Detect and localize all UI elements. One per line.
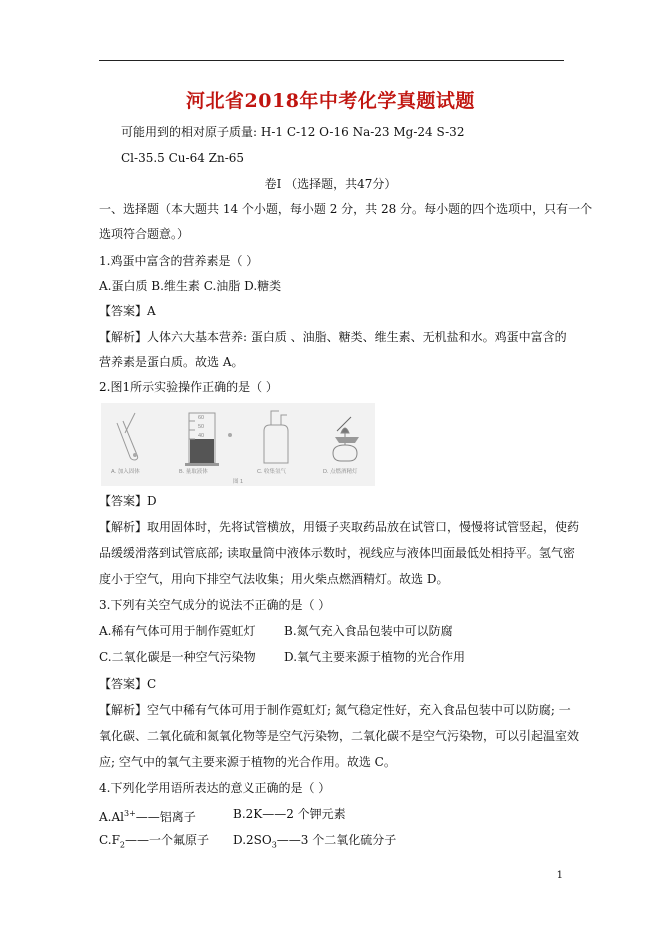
header-rule (99, 60, 564, 61)
q4-option-d-sub: 3 (271, 840, 277, 850)
figure-label-c: C. 收集氢气 (257, 469, 287, 475)
q2-answer: 【答案】D (99, 494, 157, 508)
q2-stem: 2.图1所示实验操作正确的是（ ） (99, 380, 278, 394)
instructions-line-2: 选项符合题意。） (99, 227, 190, 241)
q4-option-d-rest: ——3 个二氧化硫分子 (276, 833, 397, 847)
figure-c-gas-bottle-icon (264, 411, 288, 463)
figure-a-test-tube-icon (117, 413, 138, 460)
figure-label-d: D. 点燃酒精灯 (323, 469, 358, 475)
scale-mark-40: 40 (198, 433, 205, 439)
q4-stem: 4.下列化学用语所表达的意义正确的是（ ） (99, 781, 331, 795)
q4-option-a (99, 806, 196, 825)
q1-options: A.蛋白质 B.维生素 C.油脂 D.糖类 (99, 279, 282, 293)
q3-option-a: A.稀有气体可用于制作霓虹灯 (99, 624, 256, 638)
q4-option-d-base: D.2SO (233, 833, 272, 847)
q3-stem: 3.下列有关空气成分的说法不正确的是（ ） (99, 598, 331, 612)
figure-label-a: A. 加入固体 (111, 469, 140, 475)
q3-answer: 【答案】C (99, 677, 157, 691)
q4-option-d (233, 832, 396, 853)
q2-analysis-line-3: 度小于空气，用向下排空气法收集；用火柴点燃酒精灯。故选 D。 (99, 572, 449, 586)
page-number: 1 (556, 870, 563, 881)
q2-analysis-line-1: 【解析】取用固体时，先将试管横放，用镊子夹取药品放在试管口，慢慢将试管竖起，使药 (99, 520, 580, 534)
q1-analysis-line-2: 营养素是蛋白质。故选 A。 (99, 355, 244, 369)
page-title: 河北省2018年中考化学真题试题 (186, 90, 475, 112)
q4-option-c-rest: ——一个氟原子 (125, 833, 210, 847)
q1-answer: 【答案】A (99, 304, 156, 318)
section-title: 卷Ⅰ （选择题，共47分） (264, 177, 397, 191)
q1-stem: 1.鸡蛋中富含的营养素是（ ） (99, 254, 259, 268)
q3-option-d: D.氧气主要来源于植物的光合作用 (284, 650, 466, 664)
q4-option-a-sup: 3+ (123, 809, 136, 818)
q1-analysis-line-1: 【解析】人体六大基本营养: 蛋白质 、油脂、糖类、维生素、无机盐和水。鸡蛋中富含的 (99, 330, 567, 344)
instructions-line-1: 一、选择题（本大题共 14 个小题，每小题 2 分，共 28 分。每小题的四个选项中，只有一个 (99, 202, 593, 216)
figure-b-cylinder-icon (185, 413, 232, 466)
q3-analysis-line-3: 应; 空气中的氧气主要来源于植物的光合作用。故选 C。 (99, 755, 396, 769)
q4-option-a-rest: ——铝离子 (135, 810, 196, 824)
q4-option-a-base: A.Al (99, 810, 124, 824)
figure-caption: 图 1 (233, 479, 244, 485)
q4-option-c-base: C.F (99, 833, 120, 847)
q3-analysis-line-1: 【解析】空气中稀有气体可用于制作霓虹灯; 氮气稳定性好，充入食品包装中可以防腐; 一 (99, 703, 571, 717)
q4-option-c (99, 832, 209, 853)
figure-d-alcohol-lamp-icon (333, 417, 359, 461)
scale-mark-60: 60 (198, 415, 205, 421)
figure-label-b: B. 量取液体 (179, 469, 208, 475)
atomic-masses-line-1: 可能用到的相对原子质量: H-1 C-12 O-16 Na-23 Mg-24 S-32 (121, 125, 465, 139)
q2-analysis-line-2: 品缓缓滑落到试管底部; 读取量筒中液体示数时，视线应与液体凹面最低处相持平。氢气密 (99, 546, 575, 560)
scale-mark-50: 50 (198, 424, 205, 430)
q3-option-b: B.氮气充入食品包装中可以防腐 (284, 624, 453, 638)
q3-analysis-line-2: 氧化碳、二氧化硫和氮氧化物等是空气污染物，二氧化碳不是空气污染物，可以引起温室效 (99, 729, 580, 743)
q2-figure (101, 403, 375, 486)
q4-option-b: B.2K——2 个钾元素 (233, 807, 346, 821)
atomic-masses-line-2: Cl-35.5 Cu-64 Zn-65 (121, 151, 245, 165)
q3-option-c: C.二氧化碳是一种空气污染物 (99, 650, 256, 664)
q4-option-c-sub: 2 (119, 840, 125, 850)
